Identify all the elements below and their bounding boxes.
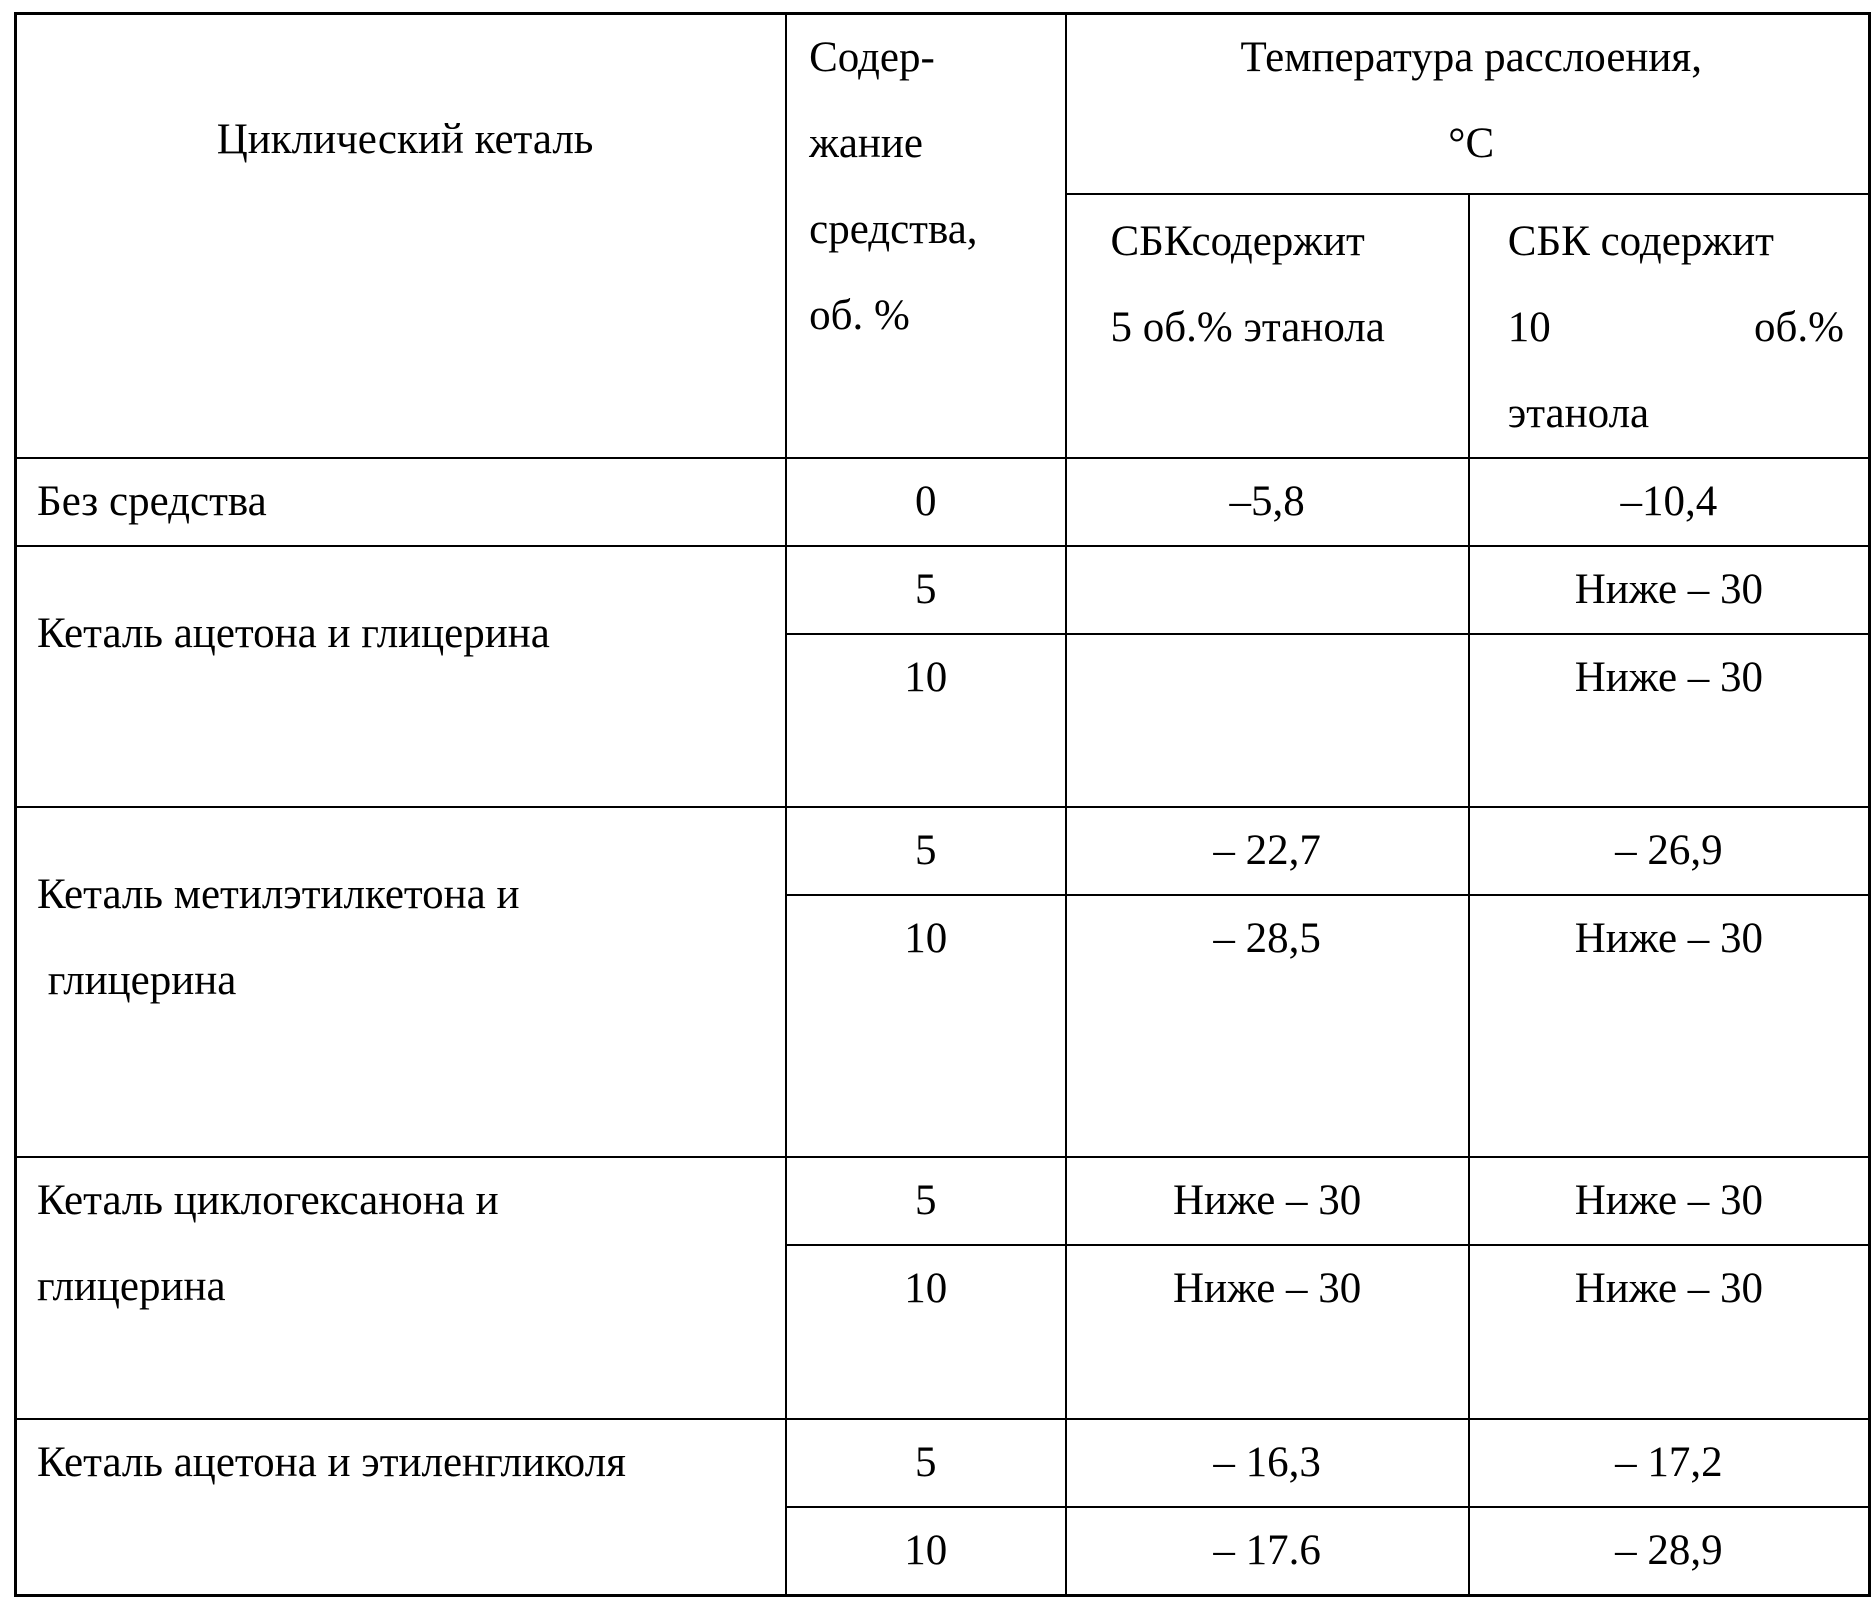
header-ketal bbox=[16, 14, 787, 458]
ketal-name-line: Кеталь циклогексанона и bbox=[37, 1176, 499, 1224]
header-sbk-10 bbox=[1469, 194, 1870, 458]
content-cell: 0 bbox=[786, 458, 1065, 546]
ketal-name bbox=[16, 1157, 787, 1419]
temp-5-cell: – 16,3 bbox=[1066, 1419, 1469, 1507]
temp-5-cell: Ниже – 30 bbox=[1066, 1157, 1469, 1245]
temp-5-cell bbox=[1066, 546, 1469, 634]
header-sbk-10-number: 10 bbox=[1507, 303, 1551, 351]
content-cell: 10 bbox=[786, 634, 1065, 807]
header-sbk-5-line-2: 5 об.% этанола bbox=[1110, 303, 1385, 351]
ketal-name-line: глицерина bbox=[37, 956, 237, 1004]
header-sbk-10-line-2 bbox=[1508, 285, 1844, 371]
temp-10-cell: Ниже – 30 bbox=[1469, 1245, 1870, 1419]
table-row bbox=[16, 807, 1870, 895]
temp-5-cell: – 22,7 bbox=[1066, 807, 1469, 895]
content-cell: 10 bbox=[786, 1245, 1065, 1419]
header-ketal-label: Циклический кеталь bbox=[216, 116, 594, 163]
content-cell: 5 bbox=[786, 1419, 1065, 1507]
header-temperature-line-1: Температура расслоения, bbox=[1240, 34, 1702, 81]
ketal-table bbox=[14, 12, 1871, 1597]
header-temperature-line-2: °С bbox=[1448, 120, 1495, 167]
temp-5-cell: – 28,5 bbox=[1066, 895, 1469, 1157]
ketal-name-line: Без средства bbox=[37, 477, 267, 525]
header-content-line-4: об. % bbox=[809, 292, 910, 339]
ketal-name-line: Кеталь метилэтилкетона и bbox=[37, 870, 520, 918]
content-cell: 5 bbox=[786, 1157, 1065, 1245]
ketal-name bbox=[16, 546, 787, 807]
ketal-name bbox=[16, 1419, 787, 1596]
temp-10-cell: – 26,9 bbox=[1469, 807, 1870, 895]
ketal-name-line: Кеталь ацетона и этиленгликоля bbox=[37, 1438, 626, 1486]
header-sbk-5 bbox=[1066, 194, 1469, 458]
header-sbk-10-line-3: этанола bbox=[1507, 389, 1650, 437]
temp-5-cell: – 17.6 bbox=[1066, 1507, 1469, 1596]
content-cell: 5 bbox=[786, 807, 1065, 895]
table-row bbox=[16, 1157, 1870, 1245]
content-cell: 10 bbox=[786, 895, 1065, 1157]
table-row bbox=[16, 546, 1870, 634]
temp-5-cell: –5,8 bbox=[1066, 458, 1469, 546]
ketal-name-line: Кеталь ацетона и глицерина bbox=[37, 609, 550, 657]
temp-10-cell: – 17,2 bbox=[1469, 1419, 1870, 1507]
header-sbk-10-line-1: СБК содержит bbox=[1507, 217, 1774, 265]
content-cell: 10 bbox=[786, 1507, 1065, 1596]
header-sbk-10-unit: об.% bbox=[1754, 303, 1844, 351]
temp-10-cell: Ниже – 30 bbox=[1469, 895, 1870, 1157]
ketal-name-line: глицерина bbox=[37, 1262, 226, 1310]
table-row bbox=[16, 1419, 1870, 1507]
header-temperature bbox=[1066, 14, 1870, 194]
header-sbk-5-line-1: СБКсодержит bbox=[1110, 217, 1365, 265]
header-content-line-3: средства, bbox=[809, 206, 978, 253]
temp-10-cell: Ниже – 30 bbox=[1469, 634, 1870, 807]
ketal-name bbox=[16, 458, 787, 546]
ketal-name bbox=[16, 807, 787, 1157]
temp-10-cell: Ниже – 30 bbox=[1469, 546, 1870, 634]
temp-5-cell bbox=[1066, 634, 1469, 807]
temp-5-cell: Ниже – 30 bbox=[1066, 1245, 1469, 1419]
content-cell: 5 bbox=[786, 546, 1065, 634]
header-content-line-2: жание bbox=[809, 120, 924, 167]
temp-10-cell: – 28,9 bbox=[1469, 1507, 1870, 1596]
temp-10-cell: Ниже – 30 bbox=[1469, 1157, 1870, 1245]
temp-10-cell: –10,4 bbox=[1469, 458, 1870, 546]
header-content-line-1: Содер- bbox=[809, 34, 935, 81]
table-row bbox=[16, 458, 1870, 546]
header-content bbox=[786, 14, 1065, 458]
